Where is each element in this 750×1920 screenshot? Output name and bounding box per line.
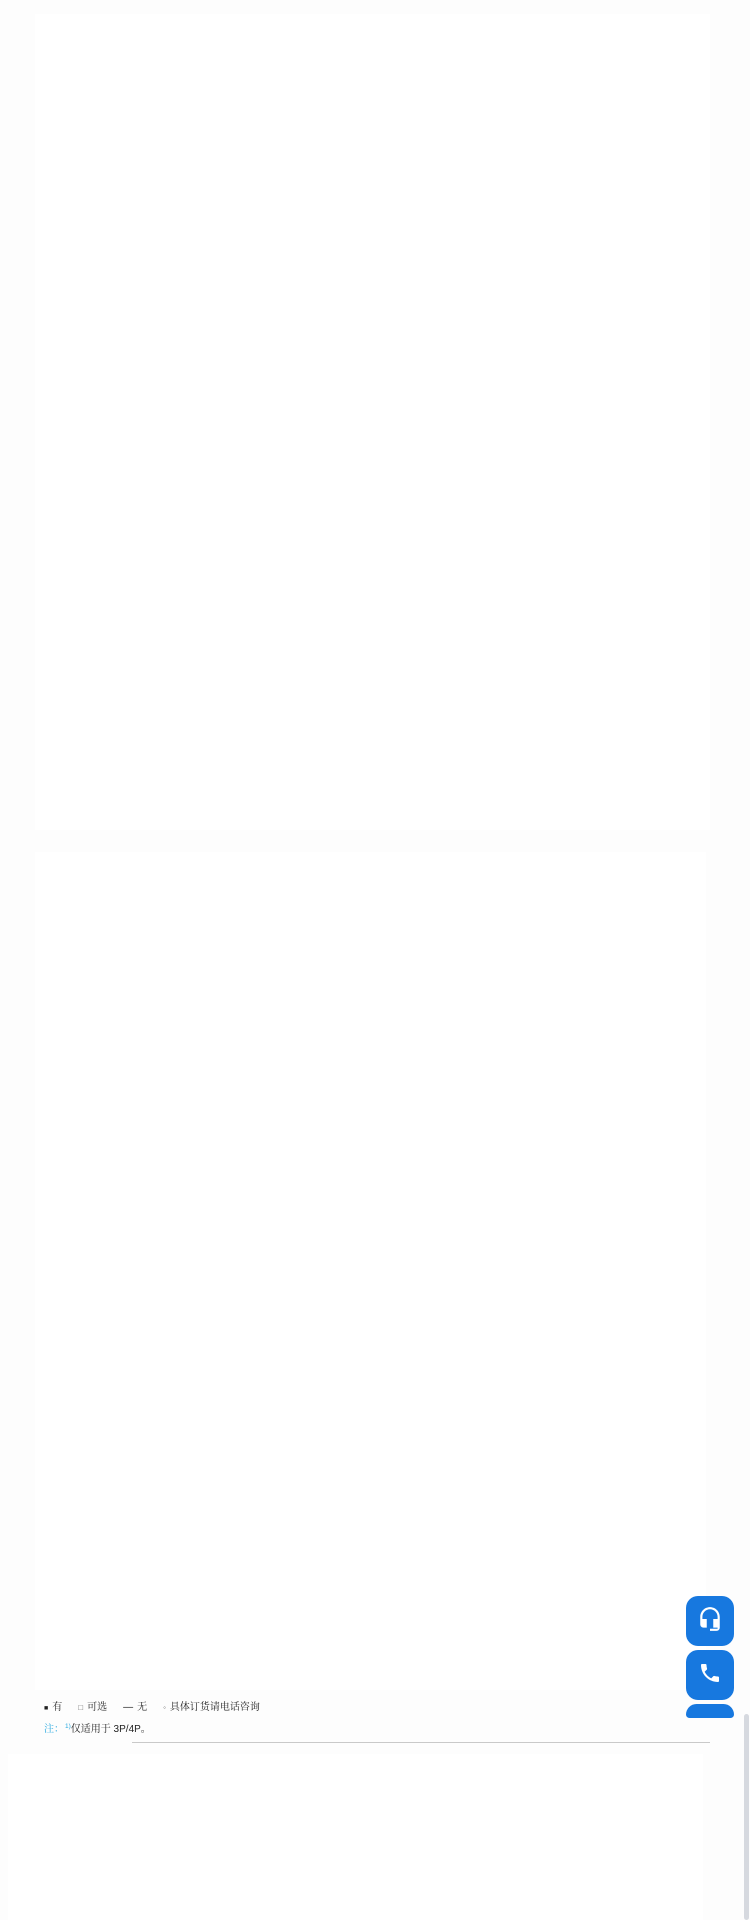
table-row — [35, 1228, 706, 1247]
table-row — [35, 1098, 706, 1117]
table-row — [35, 1653, 706, 1672]
table-row — [35, 660, 710, 674]
table-row — [35, 1579, 706, 1598]
scrollbar-thumb[interactable] — [744, 1714, 749, 1920]
table-row — [35, 29, 710, 43]
table-row — [8, 1859, 703, 1878]
table-row — [35, 1172, 706, 1191]
table-row — [35, 180, 710, 196]
table-row — [8, 1916, 703, 1920]
phone-icon — [698, 1661, 722, 1690]
table-row — [8, 1808, 703, 1821]
legend-symbol: — — [123, 1702, 134, 1713]
table-row — [35, 254, 710, 268]
headset-icon — [697, 1606, 723, 1637]
table-row — [35, 541, 710, 557]
table-row — [35, 1542, 706, 1561]
table-row — [35, 525, 710, 541]
table-row — [35, 1450, 706, 1469]
table-row — [35, 394, 710, 408]
table-row — [35, 324, 710, 338]
table-row — [35, 913, 706, 932]
table-row — [35, 1376, 706, 1395]
table-row — [35, 702, 710, 717]
legend-label: 具体订货请电话咨询 — [169, 1702, 260, 1713]
table-row — [8, 1778, 703, 1808]
table-row — [35, 86, 710, 100]
table-row — [35, 1431, 706, 1450]
table-row — [35, 57, 710, 71]
spec-table-frame-400-1600 — [35, 14, 710, 830]
table-row — [8, 1821, 703, 1840]
table-row — [35, 196, 710, 212]
table-row — [35, 296, 710, 310]
spec-table-frame-400-1600-bottom — [8, 1754, 703, 1920]
legend-item — [123, 1702, 147, 1713]
table-row — [35, 774, 710, 788]
table-row — [8, 1754, 703, 1778]
table-row — [35, 573, 710, 589]
symbol-legend — [44, 1698, 276, 1713]
table-row — [35, 1505, 706, 1524]
table-row — [35, 1191, 706, 1210]
table-row — [35, 1394, 706, 1413]
table-row — [35, 646, 710, 660]
footnote-prefix: 注： — [44, 1724, 64, 1735]
footnote-text: 仅适用于 3P/4P。 — [70, 1724, 151, 1735]
table-row — [35, 1357, 706, 1376]
table-row — [35, 114, 710, 138]
table-row — [35, 1061, 706, 1080]
legend-label: 可选 — [87, 1702, 108, 1713]
table-row — [35, 745, 710, 759]
table-row — [35, 282, 710, 296]
table-row — [35, 1524, 706, 1543]
spec-table-nm8ndc-125-250 — [35, 852, 706, 1690]
table-row — [35, 1043, 706, 1062]
table-row — [35, 1339, 706, 1358]
table-row — [35, 478, 710, 493]
table-row — [35, 1302, 706, 1321]
table-row — [35, 464, 710, 478]
table-row — [35, 1561, 706, 1580]
phone-call-button[interactable] — [686, 1650, 734, 1700]
table-row — [35, 759, 710, 774]
customer-service-button[interactable] — [686, 1596, 734, 1646]
table-row — [35, 1117, 706, 1136]
table-row — [35, 240, 710, 254]
table-row — [35, 436, 710, 450]
table-row — [35, 969, 706, 988]
table-row — [35, 632, 710, 646]
table-row — [35, 1246, 706, 1265]
table-row — [35, 852, 706, 876]
table-row — [35, 1154, 706, 1173]
legend-label: 有 — [52, 1702, 63, 1713]
table-row — [35, 509, 710, 525]
table-row — [35, 71, 710, 86]
table-row — [35, 450, 710, 464]
table-row — [35, 731, 710, 745]
table-row — [35, 152, 710, 166]
table-row — [35, 816, 710, 830]
table-row — [35, 380, 710, 394]
table-row — [35, 1024, 706, 1043]
table-row — [35, 422, 710, 436]
table-row — [35, 802, 710, 816]
table-row — [35, 688, 710, 702]
table-row — [35, 100, 710, 114]
table-row — [35, 717, 710, 731]
table-row — [35, 138, 710, 152]
table-row — [35, 166, 710, 180]
table-row — [35, 1616, 706, 1635]
table-row — [35, 589, 710, 604]
section-divider — [132, 1742, 710, 1743]
legend-item — [44, 1702, 62, 1713]
legend-symbol: ■ — [44, 1705, 49, 1712]
table-row — [35, 1006, 706, 1025]
table-row — [35, 1265, 706, 1284]
table-row — [35, 310, 710, 324]
table-row — [35, 226, 710, 240]
table-row — [35, 14, 710, 29]
table-row — [35, 1487, 706, 1506]
table-row — [35, 1635, 706, 1654]
table-row — [8, 1878, 703, 1897]
table-row — [35, 1283, 706, 1302]
table-row — [35, 366, 710, 380]
table-row — [8, 1897, 703, 1916]
table-row — [35, 352, 710, 366]
table-row — [35, 788, 710, 802]
table-row — [35, 1598, 706, 1617]
table-row — [35, 950, 706, 969]
table-row — [35, 1209, 706, 1228]
table-row — [35, 1080, 706, 1099]
table-row — [35, 674, 710, 688]
legend-item — [163, 1702, 260, 1713]
table-row — [8, 1840, 703, 1859]
table-row — [35, 618, 710, 632]
footnote-sup: 1) — [65, 1722, 71, 1730]
legend-symbol: ◦ — [163, 1703, 166, 1712]
table-row — [35, 212, 710, 226]
partial-floating-button[interactable] — [686, 1704, 734, 1718]
table-row — [35, 987, 706, 1006]
table-row — [35, 43, 710, 57]
table-row — [35, 1413, 706, 1432]
table-row — [35, 1468, 706, 1487]
table-row — [35, 1320, 706, 1339]
table-row — [35, 1135, 706, 1154]
footnote — [44, 1720, 151, 1735]
table-row — [35, 895, 706, 914]
table-row — [35, 932, 706, 951]
table-row — [35, 493, 710, 509]
table-row — [35, 557, 710, 573]
table-row — [35, 408, 710, 422]
table-row — [35, 604, 710, 618]
legend-item — [78, 1702, 107, 1713]
table-row — [35, 268, 710, 282]
legend-symbol: □ — [78, 1703, 84, 1712]
legend-label: 无 — [137, 1702, 148, 1713]
table-row — [35, 1672, 706, 1691]
table-row — [35, 876, 706, 895]
table-row — [35, 338, 710, 352]
